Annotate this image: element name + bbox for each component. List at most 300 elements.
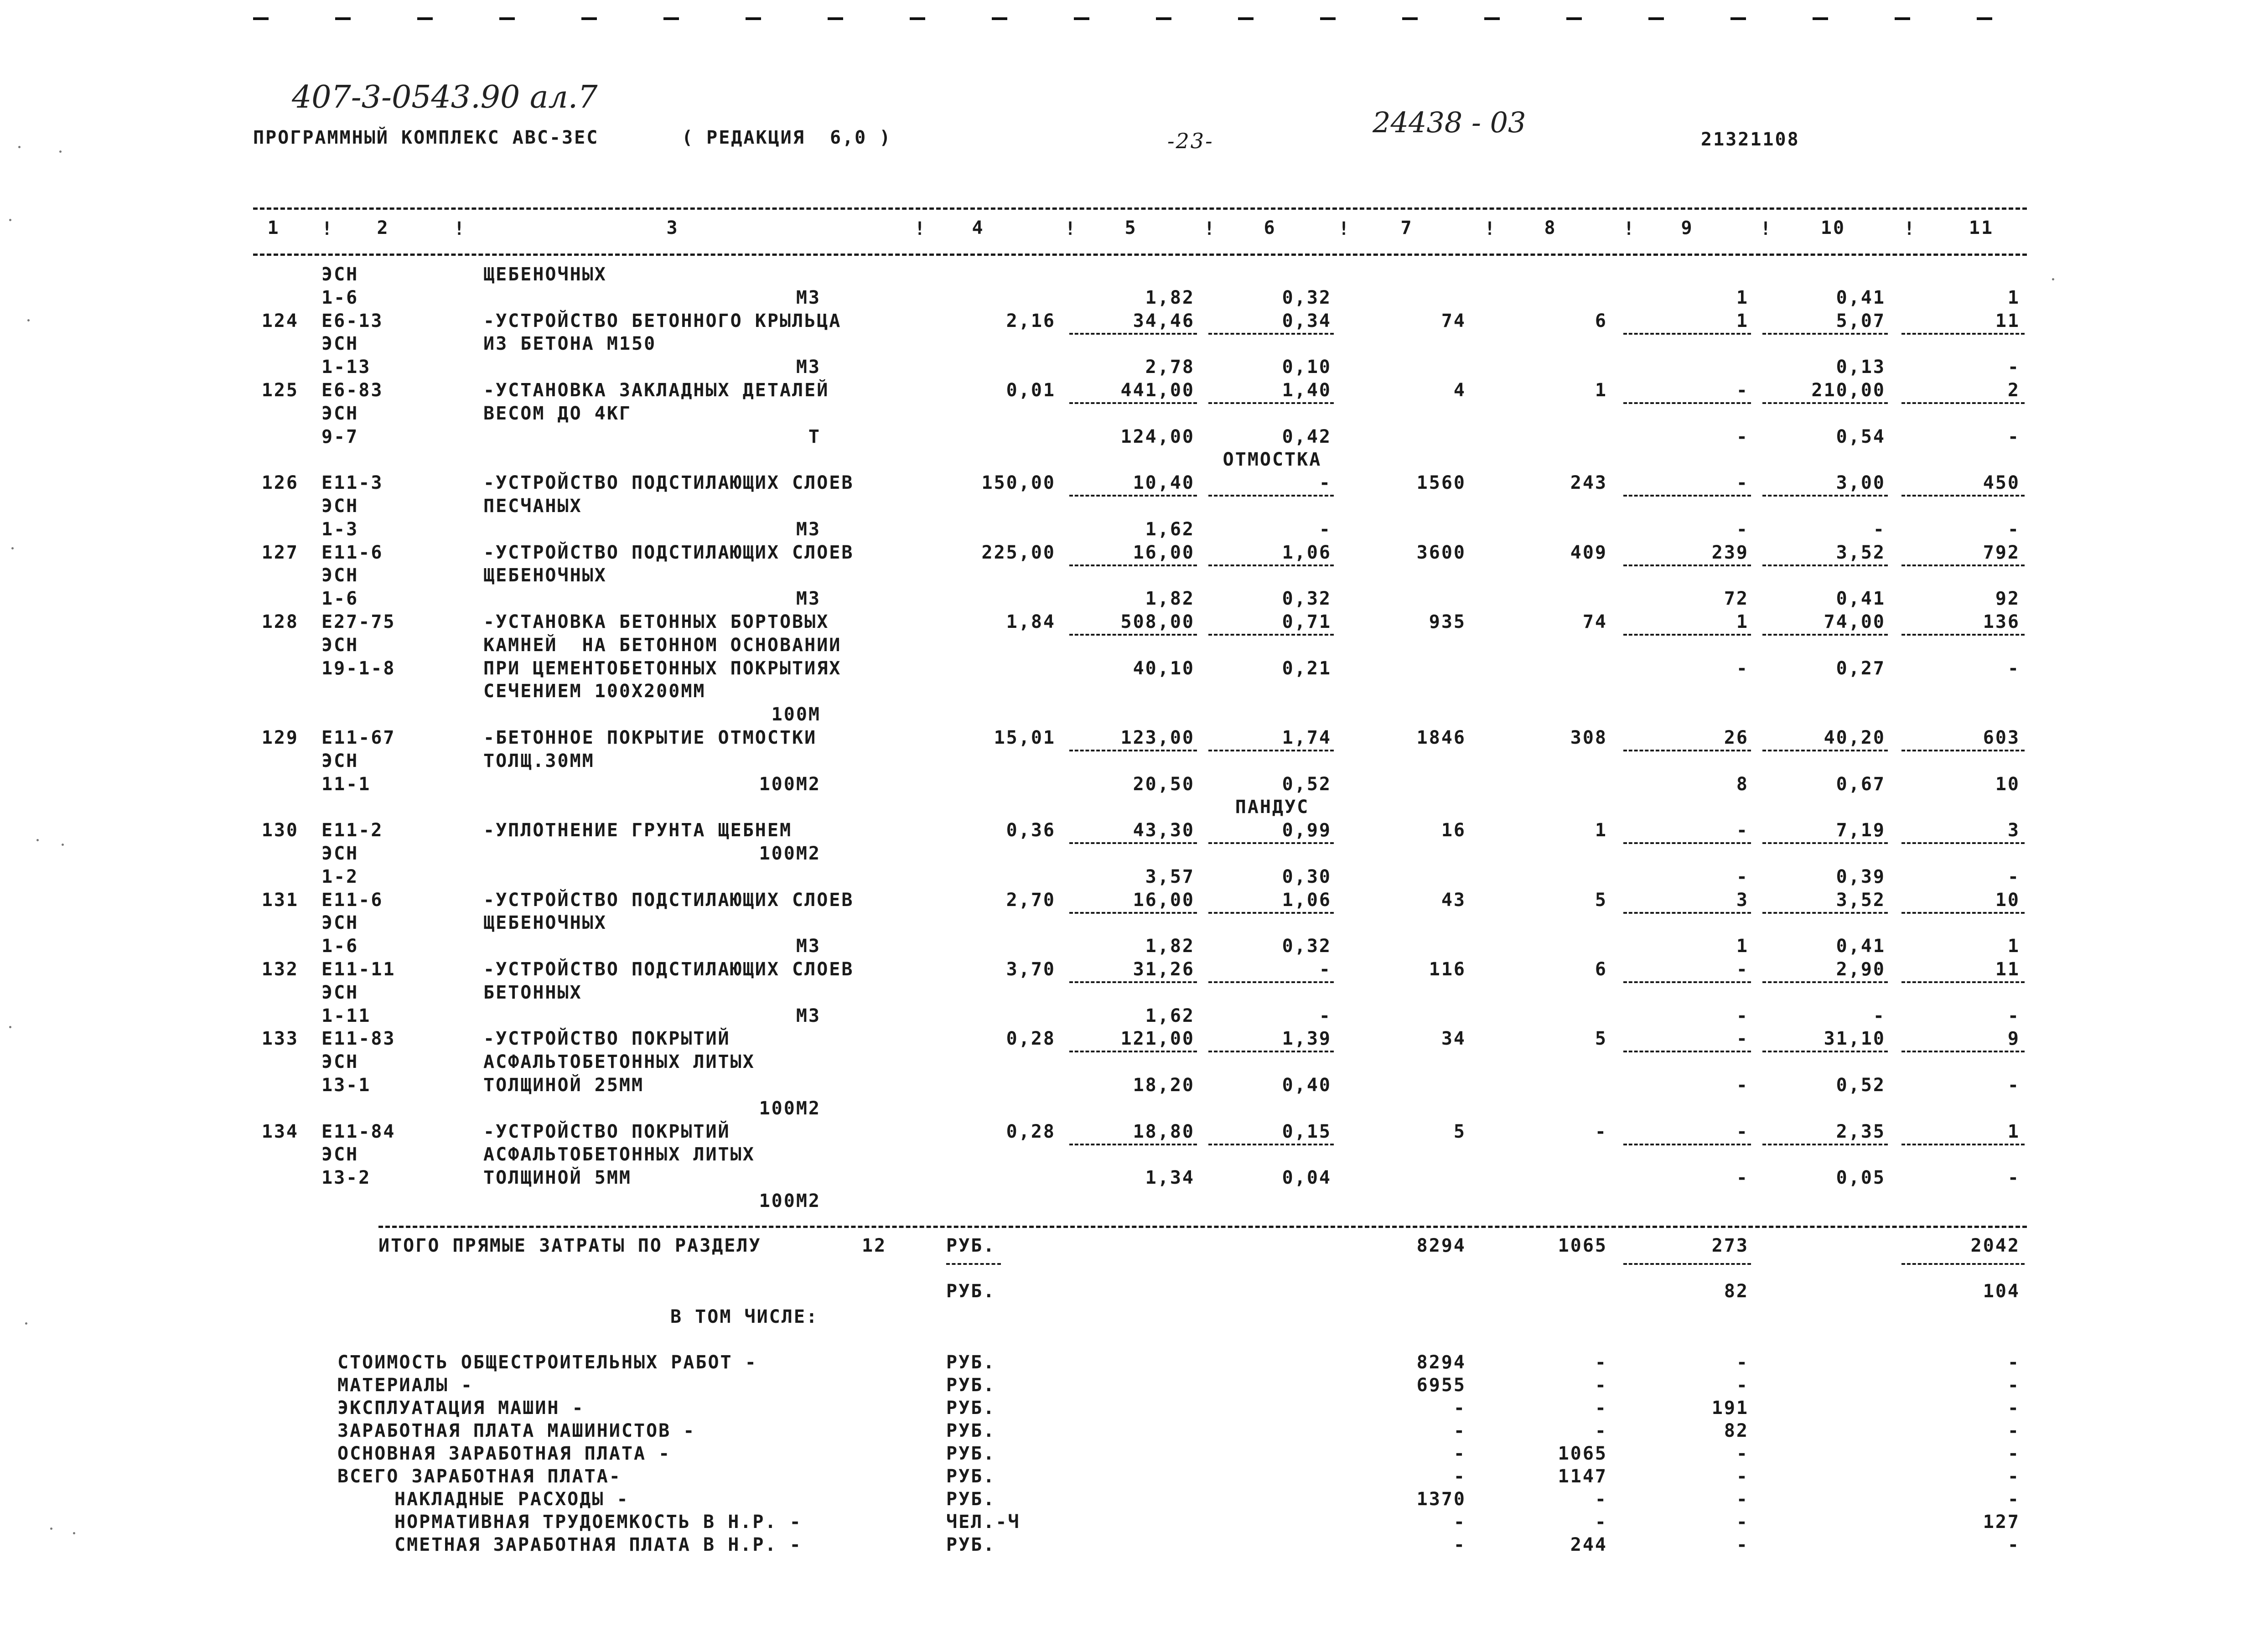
unit-label: 100М: [771, 704, 821, 725]
cell-c7: 1560: [1416, 472, 1466, 493]
top-dash: [581, 17, 597, 20]
cell-c11: 3: [2007, 820, 2020, 841]
subtotal-rule: [1069, 750, 1197, 751]
cell-c11: 792: [1983, 542, 2020, 563]
norm-code: 1-6: [321, 287, 359, 308]
norm-code: ЭСН: [321, 635, 359, 656]
cell-c7: 74: [1441, 311, 1466, 331]
norm-code: 19-1-8: [321, 658, 396, 679]
column-header-5: 5: [1124, 218, 1137, 238]
subtotal-rule: [1762, 564, 1888, 566]
cell-c11: -: [2007, 426, 2020, 447]
speck: [73, 1532, 75, 1534]
work-description: ЩЕБЕНОЧНЫХ: [483, 565, 607, 586]
breakdown-label: СТОИМОСТЬ ОБЩЕСТРОИТЕЛЬНЫХ РАБОТ -: [337, 1352, 757, 1373]
totals-c9b: 82: [1724, 1281, 1749, 1302]
norm-code: ЭСН: [321, 1051, 359, 1072]
cell-c5: 31,26: [1133, 959, 1195, 980]
row-number: 124: [261, 311, 299, 331]
work-description: ЩЕБЕНОЧНЫХ: [483, 264, 607, 285]
cell-c6: 0,52: [1282, 774, 1331, 795]
cell-c8: 243: [1570, 472, 1607, 493]
cell-c4: 0,36: [1006, 820, 1056, 841]
subtotal-rule: [1069, 1051, 1197, 1052]
norm-code: 13-1: [321, 1075, 371, 1096]
cell-c10: 0,39: [1836, 866, 1886, 887]
cell-c11: -: [2007, 658, 2020, 679]
breakdown-unit: РУБ.: [946, 1443, 996, 1464]
cell-c11: -: [2007, 357, 2020, 378]
top-dash: [1156, 17, 1171, 20]
top-dash: [1730, 17, 1746, 20]
subtotal-rule: [1762, 912, 1888, 914]
cell-c7: 1846: [1416, 727, 1466, 748]
speck: [62, 844, 64, 846]
subtotal-rule: [1623, 333, 1751, 335]
cell-c11: 10: [1995, 774, 2020, 795]
breakdown-label: ЗАРАБОТНАЯ ПЛАТА МАШИНИСТОВ -: [337, 1420, 696, 1441]
work-description: -УСТРОЙСТВО ПОДСТИЛАЮЩИХ СЛОЕВ: [483, 542, 854, 563]
speck: [59, 150, 62, 153]
column-separator: !: [1623, 218, 1636, 239]
cell-c9: -: [1736, 658, 1749, 679]
cell-c6: 1,74: [1282, 727, 1331, 748]
norm-code: ЭСН: [321, 496, 359, 517]
cell-c9: -: [1736, 380, 1749, 401]
norm-code: Е11-6: [321, 890, 383, 911]
cell-c7: 935: [1429, 611, 1466, 632]
cell-c9: 1: [1736, 311, 1749, 331]
cell-c9: -: [1736, 1167, 1749, 1188]
cell-c5: 1,82: [1145, 287, 1195, 308]
subtotal-rule: [1762, 402, 1888, 404]
cell-c6: 0,21: [1282, 658, 1331, 679]
top-dash: [1977, 17, 1992, 20]
subtotal-rule: [1623, 1263, 1751, 1265]
top-dash: [746, 17, 761, 20]
cell-c4: 0,01: [1006, 380, 1056, 401]
cell-c5: 1,62: [1145, 1005, 1195, 1026]
subtotal-rule: [1901, 1051, 2025, 1052]
top-dash: [1484, 17, 1500, 20]
handwritten-code: 407-3-0543.90 ал.7: [292, 79, 598, 115]
cell-c11: 10: [1995, 890, 2020, 911]
unit-label: М3: [796, 588, 821, 609]
subtotal-rule: [1623, 750, 1751, 751]
subtotal-rule: [1623, 981, 1751, 983]
cell-c9: 3: [1736, 890, 1749, 911]
subtotal-rule: [1208, 750, 1334, 751]
norm-code: ЭСН: [321, 1144, 359, 1165]
column-separator: !: [1065, 218, 1078, 239]
cell-c11: 1: [2007, 936, 2020, 957]
cell-c10: -: [1873, 519, 1886, 540]
cell-c4: 3,70: [1006, 959, 1056, 980]
breakdown-c9: -: [1736, 1466, 1749, 1487]
column-separator: !: [1204, 218, 1217, 239]
breakdown-c11: -: [2007, 1398, 2020, 1419]
subtotal-rule: [1623, 402, 1751, 404]
work-description: -УСТРОЙСТВО ПОКРЫТИЙ: [483, 1121, 730, 1142]
breakdown-c9: -: [1736, 1375, 1749, 1396]
cell-c5: 124,00: [1120, 426, 1195, 447]
norm-code: Е11-2: [321, 820, 383, 841]
cell-c10: 210,00: [1811, 380, 1886, 401]
breakdown-c7: 6955: [1416, 1375, 1466, 1396]
cell-c5: 3,57: [1145, 866, 1195, 887]
cell-c9: 26: [1724, 727, 1749, 748]
cell-c4: 0,28: [1006, 1121, 1056, 1142]
breakdown-c9: 191: [1711, 1398, 1749, 1419]
totals-label: ИТОГО ПРЯМЫЕ ЗАТРАТЫ ПО РАЗДЕЛУ: [378, 1235, 762, 1256]
cell-c6: 0,30: [1282, 866, 1331, 887]
cell-c8: 1: [1595, 380, 1607, 401]
breakdown-c7: -: [1453, 1443, 1466, 1464]
breakdown-c7: -: [1453, 1534, 1466, 1555]
cell-c8: 409: [1570, 542, 1607, 563]
subtotal-rule: [946, 1263, 1001, 1265]
subtotal-rule: [1208, 912, 1334, 914]
work-description: -УСТРОЙСТВО ПОДСТИЛАЮЩИХ СЛОЕВ: [483, 472, 854, 493]
subtotal-rule: [1069, 842, 1197, 844]
unit-label: М3: [796, 519, 821, 540]
work-description: -УСТРОЙСТВО БЕТОННОГО КРЫЛЬЦА: [483, 311, 842, 331]
top-dash: [828, 17, 843, 20]
cell-c5: 18,80: [1133, 1121, 1195, 1142]
subtotal-rule: [1208, 981, 1334, 983]
subtotal-rule: [1069, 634, 1197, 636]
norm-code: 1-6: [321, 588, 359, 609]
cell-c5: 18,20: [1133, 1075, 1195, 1096]
row-number: 126: [261, 472, 299, 493]
subtotal-rule: [1623, 912, 1751, 914]
column-header-2: 2: [377, 218, 389, 238]
cell-c11: -: [2007, 866, 2020, 887]
work-description: -УПЛОТНЕНИЕ ГРУНТА ЩЕБНЕМ: [483, 820, 793, 841]
breakdown-c8: -: [1595, 1375, 1607, 1396]
subtotal-rule: [1208, 842, 1334, 844]
cell-c6: 0,32: [1282, 287, 1331, 308]
norm-code: Е27-75: [321, 611, 396, 632]
work-description: ТОЛЩ.30ММ: [483, 751, 595, 772]
breakdown-c7: -: [1453, 1512, 1466, 1533]
cell-c9: 239: [1711, 542, 1749, 563]
work-description: АСФАЛЬТОБЕТОННЫХ ЛИТЫХ: [483, 1051, 755, 1072]
column-separator: !: [1338, 218, 1351, 239]
subtotal-rule: [1623, 842, 1751, 844]
breakdown-c9: 82: [1724, 1420, 1749, 1441]
subtotal-rule: [1901, 1144, 2025, 1145]
cell-c10: 0,54: [1836, 426, 1886, 447]
breakdown-c11: -: [2007, 1466, 2020, 1487]
column-header-6: 6: [1264, 218, 1276, 238]
unit-label: 100М2: [759, 1098, 821, 1119]
cell-c10: 31,10: [1824, 1028, 1886, 1049]
breakdown-c11: -: [2007, 1375, 2020, 1396]
work-description: -УСТАНОВКА БЕТОННЫХ БОРТОВЫХ: [483, 611, 829, 632]
top-dash: [1402, 17, 1418, 20]
cell-c8: 74: [1582, 611, 1607, 632]
cell-c8: 6: [1595, 959, 1607, 980]
breakdown-label: МАТЕРИАЛЫ -: [337, 1375, 473, 1396]
breakdown-unit: РУБ.: [946, 1534, 996, 1555]
norm-code: ЭСН: [321, 912, 359, 933]
cell-c8: 5: [1595, 890, 1607, 911]
top-dash: [1813, 17, 1828, 20]
subtotal-rule: [1762, 1144, 1888, 1145]
unit-label: М3: [796, 357, 821, 378]
cell-c6: 0,34: [1282, 311, 1331, 331]
section-title: ПАНДУС: [1235, 797, 1310, 818]
cell-c6: 0,10: [1282, 357, 1331, 378]
cell-c10: 0,27: [1836, 658, 1886, 679]
norm-code: Е11-6: [321, 542, 383, 563]
subtotal-rule: [1762, 495, 1888, 497]
speck: [2052, 278, 2054, 280]
column-separator: !: [1904, 218, 1917, 239]
cell-c7: 43: [1441, 890, 1466, 911]
cell-c7: 16: [1441, 820, 1466, 841]
cell-c6: 0,32: [1282, 936, 1331, 957]
cell-c8: 6: [1595, 311, 1607, 331]
breakdown-c8: -: [1595, 1420, 1607, 1441]
cell-c11: -: [2007, 1167, 2020, 1188]
table-header-rule: [253, 254, 2027, 256]
norm-code: Е11-67: [321, 727, 396, 748]
work-description: СЕЧЕНИЕМ 100Х200ММ: [483, 681, 706, 702]
subtotal-rule: [1901, 750, 2025, 751]
norm-code: 1-3: [321, 519, 359, 540]
breakdown-c8: 1065: [1558, 1443, 1607, 1464]
speck: [9, 1026, 11, 1028]
cell-c11: -: [2007, 1005, 2020, 1026]
cell-c6: 0,42: [1282, 426, 1331, 447]
top-dash: [417, 17, 433, 20]
unit-label: 100М2: [759, 1191, 821, 1212]
subtotal-rule: [1623, 1051, 1751, 1052]
cell-c10: 5,07: [1836, 311, 1886, 331]
cell-c5: 10,40: [1133, 472, 1195, 493]
cell-c7: 5: [1453, 1121, 1466, 1142]
breakdown-label: НАКЛАДНЫЕ РАСХОДЫ -: [394, 1489, 629, 1510]
subtotal-rule: [1208, 402, 1334, 404]
row-number: 130: [261, 820, 299, 841]
norm-code: Е11-84: [321, 1121, 396, 1142]
subtotal-rule: [1208, 564, 1334, 566]
cell-c7: 3600: [1416, 542, 1466, 563]
work-description: АСФАЛЬТОБЕТОННЫХ ЛИТЫХ: [483, 1144, 755, 1165]
column-header-8: 8: [1544, 218, 1557, 238]
cell-c5: 123,00: [1120, 727, 1195, 748]
top-dash: [1566, 17, 1582, 20]
unit-label: Т: [808, 426, 821, 447]
cell-c11: 1: [2007, 287, 2020, 308]
breakdown-c9: -: [1736, 1534, 1749, 1555]
column-header-3: 3: [666, 218, 679, 238]
breakdown-unit: ЧЕЛ.-Ч: [946, 1512, 1021, 1533]
cell-c10: 0,13: [1836, 357, 1886, 378]
column-separator: !: [1484, 218, 1497, 239]
top-dash: [992, 17, 1007, 20]
totals-unit: РУБ.: [946, 1235, 996, 1256]
section-title: ОТМОСТКА: [1223, 449, 1322, 470]
cell-c9: -: [1736, 1028, 1749, 1049]
subtotal-rule: [1901, 402, 2025, 404]
breakdown-c8: 244: [1570, 1534, 1607, 1555]
column-header-9: 9: [1681, 218, 1694, 238]
row-number: 132: [261, 959, 299, 980]
subtotal-rule: [1762, 634, 1888, 636]
speck: [50, 1528, 52, 1530]
cell-c11: 603: [1983, 727, 2020, 748]
totals-c7: 8294: [1416, 1235, 1466, 1256]
top-dash: [1895, 17, 1910, 20]
breakdown-label: НОРМАТИВНАЯ ТРУДОЕМКОСТЬ В Н.Р. -: [394, 1512, 802, 1533]
subtotal-rule: [1623, 1144, 1751, 1145]
breakdown-c11: -: [2007, 1420, 2020, 1441]
subtotal-rule: [1069, 981, 1197, 983]
cell-c10: 0,41: [1836, 588, 1886, 609]
subtotal-rule: [1762, 1051, 1888, 1052]
cell-c5: 508,00: [1120, 611, 1195, 632]
work-description: ТОЛЩИНОЙ 25ММ: [483, 1075, 644, 1096]
cell-c8: 1: [1595, 820, 1607, 841]
cell-c5: 1,82: [1145, 936, 1195, 957]
cell-c5: 34,46: [1133, 311, 1195, 331]
subtotal-rule: [1208, 1144, 1334, 1145]
work-description: -УСТРОЙСТВО ПОКРЫТИЙ: [483, 1028, 730, 1049]
column-separator: !: [1760, 218, 1773, 239]
cell-c5: 40,10: [1133, 658, 1195, 679]
row-number: 128: [261, 611, 299, 632]
cell-c10: 0,05: [1836, 1167, 1886, 1188]
norm-code: 9-7: [321, 426, 359, 447]
cell-c6: 0,32: [1282, 588, 1331, 609]
cell-c10: -: [1873, 1005, 1886, 1026]
subtotal-rule: [1208, 495, 1334, 497]
norm-code: 1-2: [321, 866, 359, 887]
cell-c6: -: [1319, 959, 1331, 980]
breakdown-c7: 8294: [1416, 1352, 1466, 1373]
cell-c9: -: [1736, 820, 1749, 841]
unit-label: 100М2: [759, 774, 821, 795]
breakdown-c11: 127: [1983, 1512, 2020, 1533]
breakdown-c8: 1147: [1558, 1466, 1607, 1487]
cell-c6: -: [1319, 472, 1331, 493]
norm-code: ЭСН: [321, 751, 359, 772]
cell-c5: 441,00: [1120, 380, 1195, 401]
column-separator: !: [454, 218, 466, 239]
cell-c10: 40,20: [1824, 727, 1886, 748]
cell-c10: 0,52: [1836, 1075, 1886, 1096]
speck: [36, 839, 39, 841]
page-number: -23-: [1167, 129, 1214, 153]
cell-c6: 1,40: [1282, 380, 1331, 401]
norm-code: 1-11: [321, 1005, 371, 1026]
cell-c9: -: [1736, 1005, 1749, 1026]
breakdown-label: СМЕТНАЯ ЗАРАБОТНАЯ ПЛАТА В Н.Р. -: [394, 1534, 802, 1555]
breakdown-unit: РУБ.: [946, 1420, 996, 1441]
breakdown-label: ЭКСПЛУАТАЦИЯ МАШИН -: [337, 1398, 585, 1419]
work-description: -УСТАНОВКА ЗАКЛАДНЫХ ДЕТАЛЕЙ: [483, 380, 829, 401]
cell-c9: -: [1736, 1121, 1749, 1142]
unit-label: М3: [796, 287, 821, 308]
cell-c5: 2,78: [1145, 357, 1195, 378]
cell-c5: 121,00: [1120, 1028, 1195, 1049]
top-dash: [1238, 17, 1254, 20]
breakdown-c8: -: [1595, 1352, 1607, 1373]
cell-c10: 2,90: [1836, 959, 1886, 980]
cell-c7: 116: [1429, 959, 1466, 980]
subtotal-rule: [1069, 912, 1197, 914]
cell-c4: 2,16: [1006, 311, 1056, 331]
unit-label: 100М2: [759, 843, 821, 864]
cell-c11: 11: [1995, 959, 2020, 980]
cell-c11: 450: [1983, 472, 2020, 493]
cell-c9: -: [1736, 866, 1749, 887]
top-dash: [663, 17, 679, 20]
subtotal-rule: [1901, 333, 2025, 335]
breakdown-c9: -: [1736, 1512, 1749, 1533]
subtotal-rule: [1069, 402, 1197, 404]
cell-c6: -: [1319, 519, 1331, 540]
cell-c9: 1: [1736, 936, 1749, 957]
subtotal-rule: [1069, 1144, 1197, 1145]
breakdown-label: ВСЕГО ЗАРАБОТНАЯ ПЛАТА-: [337, 1466, 622, 1487]
cell-c11: 2: [2007, 380, 2020, 401]
norm-code: Е11-83: [321, 1028, 396, 1049]
norm-code: 13-2: [321, 1167, 371, 1188]
including-label: В ТОМ ЧИСЛЕ:: [670, 1306, 819, 1327]
subtotal-rule: [1901, 634, 2025, 636]
row-number: 134: [261, 1121, 299, 1142]
unit-label: М3: [796, 936, 821, 957]
cell-c6: -: [1319, 1005, 1331, 1026]
handwritten-number: 24438 - 03: [1373, 106, 1526, 139]
breakdown-c8: -: [1595, 1489, 1607, 1510]
totals-unit-2: РУБ.: [946, 1281, 996, 1302]
breakdown-c8: -: [1595, 1512, 1607, 1533]
totals-c9: 273: [1711, 1235, 1749, 1256]
work-description: КАМНЕЙ НА БЕТОННОМ ОСНОВАНИИ: [483, 635, 842, 656]
totals-section: 12: [862, 1235, 887, 1256]
cell-c4: 15,01: [994, 727, 1056, 748]
subtotal-rule: [1208, 1051, 1334, 1052]
subtotal-rule: [1623, 634, 1751, 636]
cell-c6: 0,04: [1282, 1167, 1331, 1188]
breakdown-unit: РУБ.: [946, 1466, 996, 1487]
cell-c4: 225,00: [981, 542, 1056, 563]
cell-c9: 8: [1736, 774, 1749, 795]
cell-c11: 9: [2007, 1028, 2020, 1049]
subtotal-rule: [1901, 495, 2025, 497]
work-description: ПРИ ЦЕМЕНТОБЕТОННЫХ ПОКРЫТИЯХ: [483, 658, 842, 679]
row-number: 125: [261, 380, 299, 401]
cell-c7: 34: [1441, 1028, 1466, 1049]
norm-code: ЭСН: [321, 982, 359, 1003]
cell-c8: -: [1595, 1121, 1607, 1142]
breakdown-c7: 1370: [1416, 1489, 1466, 1510]
cell-c10: 3,52: [1836, 542, 1886, 563]
cell-c10: 74,00: [1824, 611, 1886, 632]
cell-c9: -: [1736, 519, 1749, 540]
subtotal-rule: [1208, 333, 1334, 335]
cell-c10: 3,52: [1836, 890, 1886, 911]
edition-label: ( РЕДАКЦИЯ 6,0 ): [682, 127, 892, 148]
cell-c10: 3,00: [1836, 472, 1886, 493]
subtotal-rule: [1901, 1263, 2025, 1265]
cell-c10: 0,67: [1836, 774, 1886, 795]
